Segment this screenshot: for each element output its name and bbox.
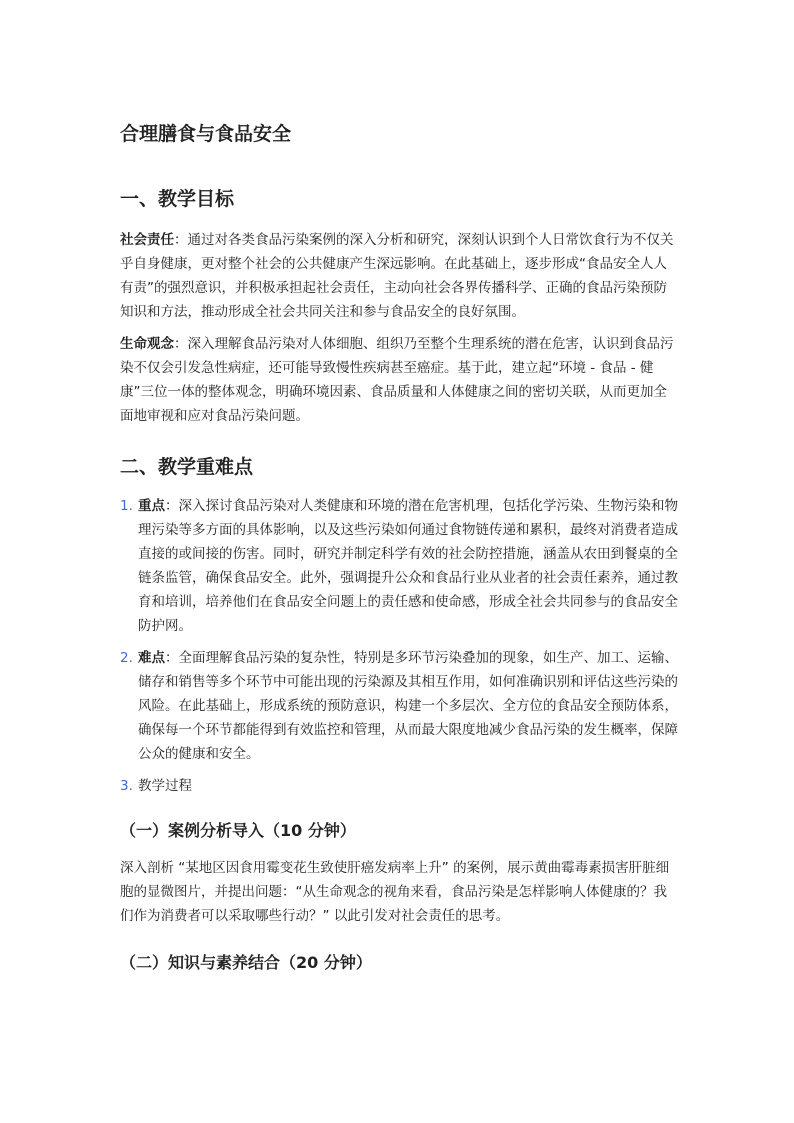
list-item-key-point	[120, 494, 680, 638]
subheading-knowledge-literacy: （二）知识与素养结合（20 分钟）	[120, 953, 372, 972]
label-separator: ：	[165, 650, 179, 666]
section-heading-teaching-goals: 一、教学目标	[120, 188, 235, 210]
text-social-responsibility: 通过对各类食品污染案例的深入分析和研究，深刻认识到个人日常饮食行为不仅关乎自身健康，更对整个社会的公共健康产生深远影响。在此基础上，逐步形成“食品安全人人有责”的强烈意识，并积极承担起社会责任，主动向社会各界传播科学、正确的食品污染预防知识和方法，推动形成全社会共同关注和参与食品安全的良好氛围。	[120, 232, 674, 320]
list-number: 2.	[120, 650, 133, 666]
list-number: 3.	[120, 778, 133, 794]
key-points-list	[120, 494, 680, 798]
list-number: 1.	[120, 498, 133, 514]
label-life-concept: 生命观念	[120, 336, 174, 352]
label-social-responsibility: 社会责任	[120, 232, 174, 248]
list-item-difficult-point	[120, 646, 680, 766]
label-separator: ：	[165, 498, 179, 514]
label-separator: ：	[174, 336, 188, 352]
text-difficult-point: 全面理解食品污染的复杂性，特别是多环节污染叠加的现象，如生产、加工、运输、储存和销售等多个环节中可能出现的污染源及其相互作用，如何准确识别和评估这些污染的风险。在此基础上，形成系统的预防意识，构建一个多层次、全方位的食品安全预防体系，确保每一个环节都能得到有效监控和管理，从而最大限度地减少食品污染的发生概率，保障公众的健康和安全。	[138, 650, 678, 762]
label-key-point: 重点	[138, 498, 165, 514]
text-life-concept: 深入理解食品污染对人体细胞、组织乃至整个生理系统的潜在危害，认识到食品污染不仅会引发急性病症，还可能导致慢性疾病甚至癌症。基于此，建立起“环境 - 食品 - 健康”三位一体的整体观念，明确环境因素、食品质量和人体健康之间的密切关联，从而更加全面地审视和应对食品污染问题。	[120, 336, 674, 424]
text-key-point: 深入探讨食品污染对人类健康和环境的潜在危害机理，包括化学污染、生物污染和物理污染等多方面的具体影响，以及这些污染如何通过食物链传递和累积，最终对消费者造成直接的或间接的伤害。同时，研究并制定科学有效的社会防控措施，涵盖从农田到餐桌的全链条监管，确保食品安全。此外，强调提升公众和食品行业从业者的社会责任素养，通过教育和培训，培养他们在食品安全问题上的责任感和使命感，形成全社会共同参与的食品安全防护网。	[138, 498, 678, 634]
section-heading-key-points: 二、教学重难点	[120, 456, 254, 478]
document-title: 合理膳食与食品安全	[120, 123, 292, 145]
text-teaching-process: 教学过程	[138, 778, 192, 794]
subheading-case-analysis: （一）案例分析导入（10 分钟）	[120, 821, 356, 840]
list-item-teaching-process	[120, 774, 680, 798]
paragraph-social-responsibility	[120, 228, 680, 324]
document-content	[120, 120, 680, 976]
label-separator: ：	[174, 232, 188, 248]
paragraph-life-concept	[120, 332, 680, 428]
label-difficult-point: 难点	[138, 650, 165, 666]
paragraph-case-analysis: 深入剖析 “某地区因食用霉变花生致使肝癌发病率上升” 的案例，展示黄曲霉毒素损害肝脏细胞的显微图片，并提出问题：“从生命观念的视角来看，食品污染是怎样影响人体健康的？我们作为消费者可以采取哪些行动？” 以此引发对社会责任的思考。	[120, 860, 670, 924]
